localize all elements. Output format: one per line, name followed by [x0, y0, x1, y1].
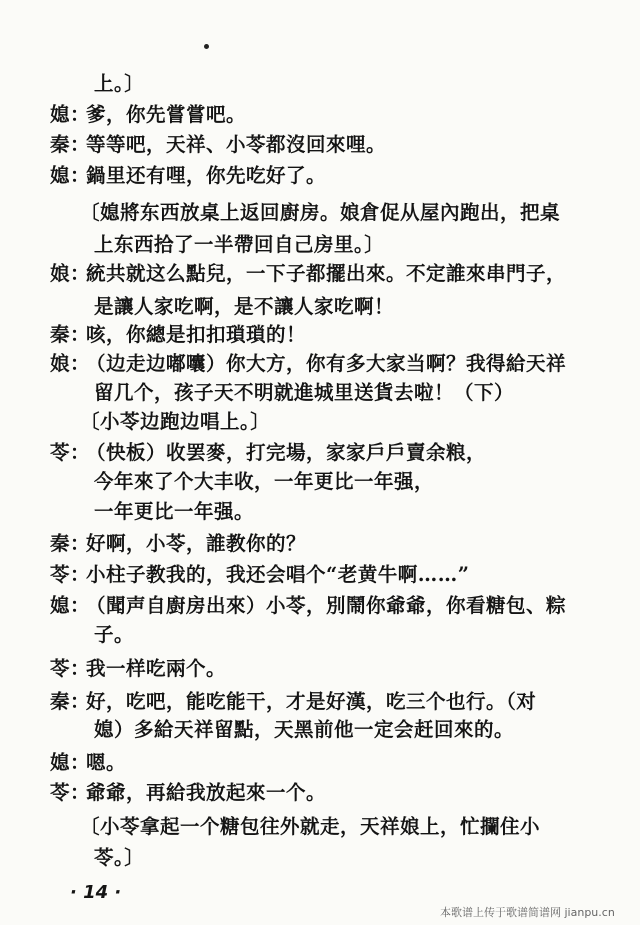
speaker-label: 秦： [50, 323, 91, 346]
line-text: 好啊，小苓，誰教你的？ [86, 532, 307, 555]
speaker-label: 苓： [50, 563, 91, 586]
script-line [50, 532, 306, 556]
speaker-label: 苓： [50, 441, 91, 464]
line-text: 子。 [94, 623, 135, 646]
script-line [50, 352, 566, 376]
script-line [80, 815, 540, 839]
line-text: 〔媳將东西放桌上返回廚房。娘倉促从屋內跑出，把桌 [80, 201, 561, 224]
script-line [94, 381, 514, 405]
line-text: 上。〕 [94, 72, 145, 95]
line-text: 媳）多給天祥留點，天黑前他一定会赶回來的。 [94, 718, 515, 741]
script-line [50, 781, 326, 805]
script-line [50, 657, 226, 681]
script-line [94, 295, 394, 319]
script-line [94, 500, 254, 524]
line-text: 上东西拾了一半帶回自己房里。〕 [94, 233, 385, 256]
script-line [94, 233, 384, 257]
page-number: · 14 · [70, 882, 122, 903]
line-text: 是讓人家吃啊，是不讓人家吃啊！ [94, 295, 395, 318]
speaker-label: 苓： [50, 657, 91, 680]
script-line [50, 262, 566, 286]
script-line [94, 470, 434, 494]
line-text: 今年來了个大丰收，一年更比一年强， [94, 470, 435, 493]
speaker-label: 媳： [50, 594, 91, 617]
speaker-label: 媳： [50, 751, 91, 774]
ink-dot [204, 44, 209, 49]
script-line [50, 323, 306, 347]
speaker-label: 秦： [50, 690, 91, 713]
speaker-label: 娘： [50, 262, 91, 285]
script-line [94, 846, 144, 870]
speaker-label: 秦： [50, 133, 91, 156]
line-text: 統共就这么點兒，一下子都擺出來。不定誰來串門子， [86, 262, 567, 285]
speaker-label: 苓： [50, 781, 91, 804]
script-line [50, 690, 536, 714]
speaker-label: 媳： [50, 103, 91, 126]
line-text: 小柱子教我的，我还会唱个“老黄牛啊……” [86, 563, 470, 586]
speaker-label: 媳： [50, 164, 91, 187]
line-text: 一年更比一年强。 [94, 500, 255, 523]
script-line [50, 563, 469, 587]
line-text: 苓。〕 [94, 846, 145, 869]
line-text: 〔小苓拿起一个糖包往外就走，天祥娘上，忙攔住小 [80, 815, 541, 838]
line-text: 好，吃吧，能吃能干，才是好漢，吃三个也行。（对 [86, 690, 537, 713]
line-text: 留几个，孩子天不明就進城里送貨去啦！（下） [94, 381, 515, 404]
line-text: 等等吧，天祥、小苓都沒回來哩。 [86, 133, 387, 156]
line-text: 嗯。 [86, 751, 127, 774]
script-line [80, 201, 560, 225]
line-text: 鍋里还有哩，你先吃好了。 [86, 164, 327, 187]
speaker-label: 娘： [50, 352, 91, 375]
script-line [50, 103, 246, 127]
script-line [50, 441, 486, 465]
script-line [94, 718, 514, 742]
script-line [50, 751, 126, 775]
line-text: 我一样吃兩个。 [86, 657, 227, 680]
script-line [50, 594, 566, 618]
script-line [50, 164, 326, 188]
script-line [94, 623, 134, 647]
speaker-label: 秦： [50, 532, 91, 555]
line-text: （聞声自廚房出來）小苓，別鬧你爺爺，你看糖包、粽 [86, 594, 567, 617]
line-text: 咳，你總是扣扣瑣瑣的！ [86, 323, 307, 346]
script-line [94, 72, 144, 96]
watermark-text: 本歌谱上传于歌谱简谱网 jianpu.cn [440, 906, 615, 919]
line-text: 爹，你先嘗嘗吧。 [86, 103, 247, 126]
line-text: 〔小苓边跑边唱上。〕 [80, 410, 271, 433]
script-line [50, 133, 386, 157]
script-line [80, 410, 270, 434]
line-text: （快板）收罢麥，打完場，家家戶戶賣余粮， [86, 441, 487, 464]
line-text: （边走边嘟囔）你大方，你有多大家当啊？我得給天祥 [86, 352, 567, 375]
line-text: 爺爺，再給我放起來一个。 [86, 781, 327, 804]
